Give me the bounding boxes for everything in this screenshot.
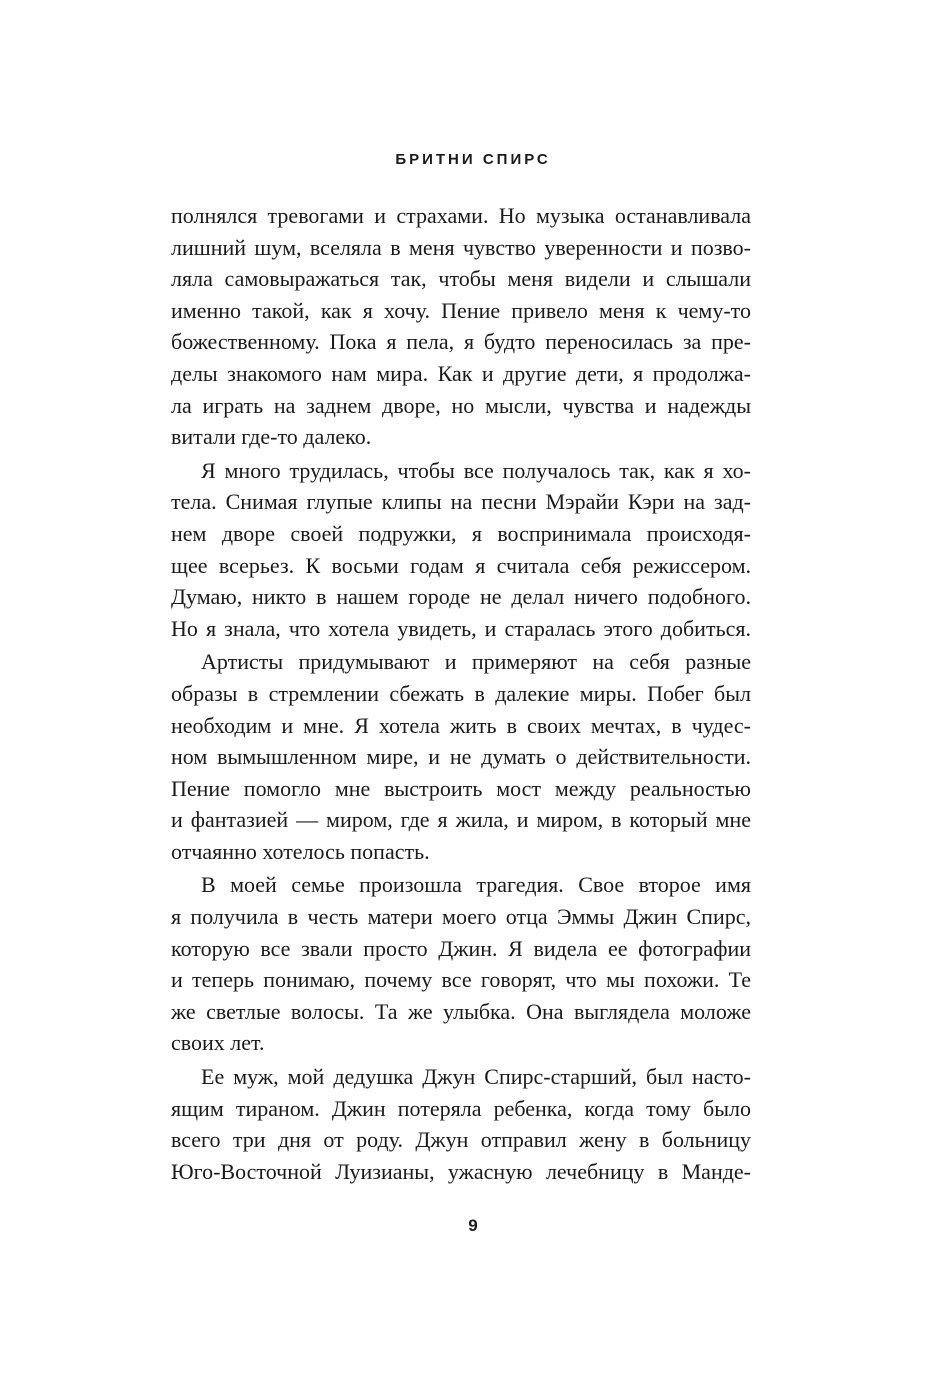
paragraph-5 bbox=[171, 1061, 751, 1187]
text-line: Пение помогло мне выстроить мост между реальностью bbox=[171, 775, 751, 801]
text-line: именно такой, как я хочу. Пение привело меня к чему-то bbox=[171, 297, 751, 323]
text-line: тела. Снимая глупые клипы на песни Мэрайи Кэри на зад- bbox=[171, 489, 751, 515]
text-line: и теперь понимаю, почему все говорят, что мы похожи. Те bbox=[171, 967, 751, 993]
text-line: Ее муж, мой дедушка Джун Спирс-старший, был насто- bbox=[201, 1064, 751, 1090]
text-line: витали где-то далеко. bbox=[171, 424, 372, 450]
text-line: которую все звали просто Джин. Я видела ее фотографии bbox=[171, 935, 751, 961]
text-line: делы знакомого нам мира. Как и другие дети, я продолжа- bbox=[171, 360, 751, 386]
text-line: полнялся тревогами и страхами. Но музыка останавливала bbox=[171, 203, 751, 228]
paragraph-1 bbox=[171, 200, 751, 453]
text-line: ла играть на заднем дворе, но мысли, чувства и надежды bbox=[171, 392, 751, 418]
text-line: нем дворе своей подружки, я воспринимала происходя- bbox=[171, 520, 751, 546]
text-line: Думаю, никто в нашем городе не делал ничего подобного. bbox=[171, 584, 751, 610]
text-line: всего три дня от роду. Джун отправил жену в больницу bbox=[171, 1127, 751, 1153]
text-line: ящим тираном. Джин потеряла ребенка, когда тому было bbox=[171, 1095, 751, 1121]
text-line: ном вымышленном мире, и не думать о действительности. bbox=[171, 744, 751, 770]
text-line: отчаянно хотелось попасть. bbox=[171, 838, 430, 864]
text-line: Юго-Восточной Луизианы, ужасную лечебницу в Манде- bbox=[171, 1158, 751, 1184]
text-line: В моей семье произошла трагедия. Свое второе имя bbox=[201, 872, 751, 898]
text-line: образы в стремлении сбежать в далекие миры. Побег был bbox=[171, 680, 751, 706]
page-number: 9 bbox=[468, 1216, 478, 1235]
text-line: я получила в честь матери моего отца Эммы Джин Спирс, bbox=[171, 904, 751, 930]
text-line: щее всерьез. К восьми годам я считала себя режиссером. bbox=[171, 552, 751, 578]
text-line: ляла самовыражаться так, чтобы меня видели и слышали bbox=[171, 266, 751, 292]
running-head-title: БРИТНИ СПИРС bbox=[395, 151, 551, 168]
text-line: необходим и мне. Я хотела жить в своих мечтах, в чудес- bbox=[171, 712, 751, 738]
body-text bbox=[171, 200, 751, 1189]
text-line: божественному. Пока я пела, я будто переносилась за пре- bbox=[171, 329, 751, 355]
text-line: и фантазией — миром, где я жила, и миром, в который мне bbox=[171, 807, 751, 833]
paragraph-3 bbox=[171, 646, 751, 867]
paragraph-4 bbox=[171, 869, 751, 1059]
text-line: Артисты придумывают и примеряют на себя разные bbox=[201, 649, 751, 675]
text-line: Но я знала, что хотела увидеть, и старалась этого добиться. bbox=[171, 615, 751, 641]
text-line: Я много трудилась, чтобы все получалось так, как я хо- bbox=[201, 457, 751, 483]
paragraph-2 bbox=[171, 455, 751, 645]
text-line: же светлые волосы. Та же улыбка. Она выглядела моложе bbox=[171, 998, 751, 1024]
text-line: своих лет. bbox=[171, 1030, 265, 1056]
text-line: лишний шум, вселяла в меня чувство уверенности и позво- bbox=[171, 234, 751, 260]
